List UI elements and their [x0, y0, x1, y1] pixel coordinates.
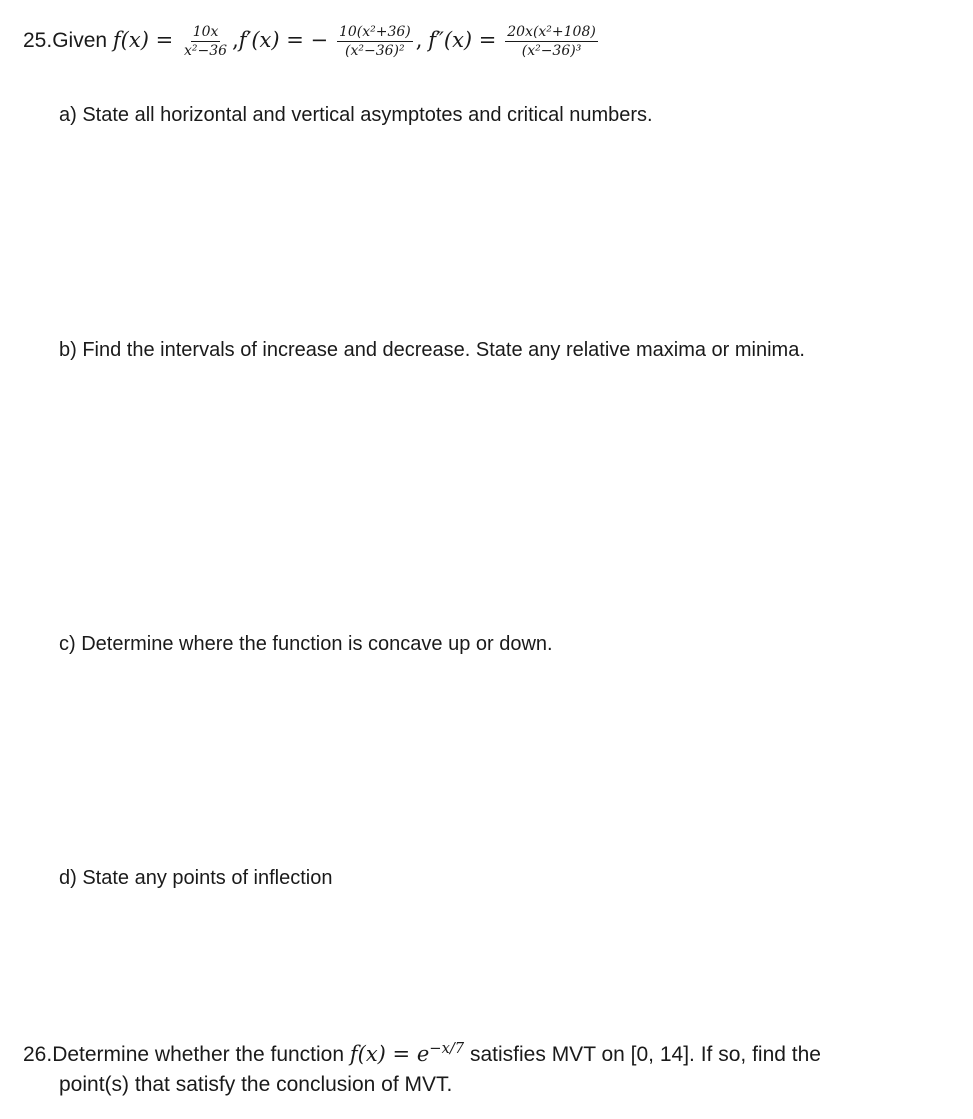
part-a: a) State all horizontal and vertical asymptotes and critical numbers.	[59, 104, 653, 126]
fdouble-numerator: 20x(x²+108)	[505, 24, 598, 42]
f-numerator: 10x	[191, 24, 221, 42]
fprime-fraction	[337, 24, 413, 59]
problem-text-before: Determine whether the function	[52, 1043, 345, 1066]
fdouble-fraction	[505, 24, 598, 59]
problem-number: 25.	[23, 29, 53, 53]
f-denominator: x²−36	[184, 43, 228, 60]
part-b: b) Find the intervals of increase and decrease. State any relative maxima or minima.	[59, 339, 805, 361]
problem-26	[23, 1034, 821, 1100]
part-d: d) State any points of inflection	[59, 867, 333, 889]
problem-lead: Given	[52, 29, 108, 53]
mvt-exponent: −x/7	[429, 1040, 465, 1057]
fdouble-label: f″(x) =	[428, 28, 497, 53]
problem-text-after: satisfies MVT on [0, 14]. If so, find the	[470, 1043, 821, 1066]
separator-1: ,	[232, 28, 239, 53]
separator-2: ,	[415, 28, 423, 53]
fprime-label: f′(x) = −	[238, 28, 329, 53]
fdouble-denominator: (x²−36)³	[521, 43, 582, 60]
fprime-numerator: 10(x²+36)	[337, 24, 413, 42]
f-label: f(x) =	[112, 28, 174, 53]
mvt-function: $f(x) = e^{-x/7}$	[349, 1040, 465, 1066]
problem-line-2: point(s) that satisfy the conclusion of MVT.	[59, 1073, 453, 1096]
fprime-denominator: (x²−36)²	[345, 43, 405, 60]
problem-number: 26.	[23, 1043, 53, 1066]
part-c: c) Determine where the function is concave up or down.	[59, 633, 553, 655]
f-fraction	[182, 24, 229, 59]
problem-25	[23, 24, 601, 59]
